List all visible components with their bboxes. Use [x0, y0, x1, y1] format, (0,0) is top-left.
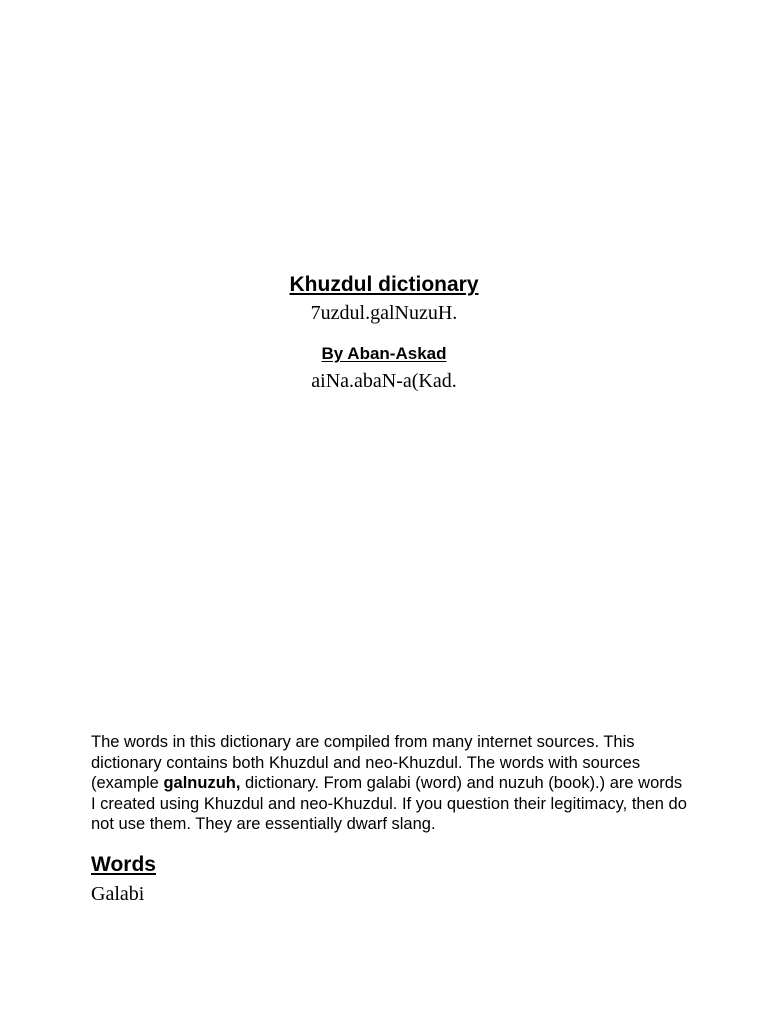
section-heading-words: Words [91, 853, 156, 876]
intro-text-start: The words in this dictionary are compiled from many internet sources. This dictionary contains both Khuzdul and neo-Khuzdul. The words with sources (example [91, 733, 641, 793]
intro-text-end: dictionary. From galabi (word) and nuzuh (book).) are words I created using Khuzdul and neo-Khuzdul. If you question their legitimacy, then do not use them. They are essentially dwarf slang. [91, 774, 687, 834]
document-title-runic: 7uzdul.galNuzuH. [310, 302, 458, 324]
intro-paragraph [91, 732, 691, 835]
document-title: Khuzdul dictionary [289, 273, 479, 296]
dictionary-entry: Galabi [91, 883, 145, 905]
intro-bold-term: galnuzuh, [163, 774, 241, 793]
author-runic: aiNa.abaN-a(Kad. [311, 370, 457, 392]
author-line: By Aban-Askad [321, 344, 447, 363]
